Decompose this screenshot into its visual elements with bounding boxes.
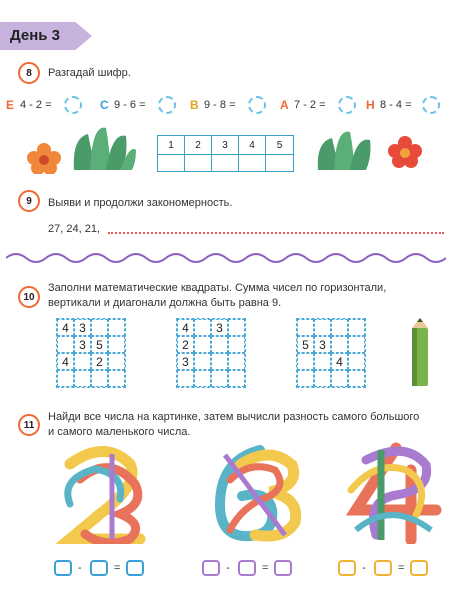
magic-cell[interactable] — [228, 353, 245, 370]
magic-cell[interactable] — [194, 353, 211, 370]
bush-icon — [314, 128, 382, 170]
magic-cell[interactable] — [331, 370, 348, 387]
code-table-answers — [157, 153, 294, 172]
equals-sign: = — [114, 562, 121, 574]
magic-cell[interactable] — [194, 319, 211, 336]
magic-cell[interactable] — [228, 370, 245, 387]
magic-cell[interactable]: 3 — [74, 319, 91, 336]
difference-answer-2 — [202, 560, 302, 580]
wavy-divider — [6, 250, 446, 266]
magic-cell[interactable] — [74, 353, 91, 370]
tangled-numbers-picture-2 — [200, 440, 310, 544]
answer-box[interactable] — [374, 560, 392, 576]
magic-cell[interactable]: 4 — [57, 319, 74, 336]
magic-cell[interactable]: 3 — [211, 319, 228, 336]
magic-cell[interactable] — [108, 370, 125, 387]
minus-sign: - — [362, 562, 366, 574]
magic-cell[interactable] — [57, 336, 74, 353]
magic-cell[interactable] — [91, 370, 108, 387]
code-number: 4 — [239, 136, 266, 154]
task-11-title-line2: и самого маленького числа. — [48, 426, 191, 438]
code-answer-cell[interactable] — [266, 153, 293, 171]
task-11-title-line1: Найди все числа на картинке, затем вычисли разность самого большого — [48, 411, 420, 423]
answer-box[interactable] — [274, 560, 292, 576]
cipher-expr-4: 7 - 2 = — [294, 99, 326, 111]
magic-cell[interactable]: 2 — [91, 353, 108, 370]
magic-cell[interactable] — [331, 319, 348, 336]
magic-cell[interactable] — [211, 353, 228, 370]
magic-square-1 — [56, 318, 126, 388]
cipher-letter-4: А — [280, 98, 289, 112]
magic-cell[interactable] — [297, 370, 314, 387]
code-number: 2 — [185, 136, 212, 154]
cipher-answer-2[interactable] — [158, 96, 176, 114]
cipher-answer-1[interactable] — [64, 96, 82, 114]
difference-answer-1 — [54, 560, 154, 580]
code-answer-cell[interactable] — [239, 153, 266, 171]
magic-cell[interactable]: 3 — [314, 336, 331, 353]
task-10-badge: 10 — [18, 286, 40, 308]
sequence-text: 27, 24, 21, — [48, 223, 100, 235]
magic-cell[interactable] — [348, 319, 365, 336]
code-answer-cell[interactable] — [212, 153, 239, 171]
cipher-answer-5[interactable] — [422, 96, 440, 114]
cipher-letter-1: Е — [6, 98, 15, 112]
magic-cell[interactable] — [331, 336, 348, 353]
magic-cell[interactable]: 3 — [177, 353, 194, 370]
magic-cell[interactable]: 5 — [297, 336, 314, 353]
magic-cell[interactable] — [228, 336, 245, 353]
answer-box[interactable] — [338, 560, 356, 576]
cipher-letter-3: В — [190, 98, 199, 112]
cipher-row — [6, 95, 446, 117]
task-11-badge: 11 — [18, 414, 40, 436]
day-title: День 3 — [10, 27, 61, 44]
magic-cell[interactable] — [228, 319, 245, 336]
task-9-badge: 9 — [18, 190, 40, 212]
answer-box[interactable] — [202, 560, 220, 576]
magic-cell[interactable] — [348, 353, 365, 370]
magic-cell[interactable] — [314, 370, 331, 387]
code-answer-cell[interactable] — [185, 153, 212, 171]
tangled-numbers-picture-3 — [336, 440, 446, 544]
cipher-letter-5: Н — [366, 98, 375, 112]
cipher-answer-3[interactable] — [248, 96, 266, 114]
magic-cell[interactable]: 2 — [177, 336, 194, 353]
magic-cell[interactable] — [194, 336, 211, 353]
task-9-title: Выяви и продолжи закономерность. — [48, 197, 233, 209]
answer-box[interactable] — [54, 560, 72, 576]
pencil-icon — [406, 318, 434, 388]
code-number: 1 — [158, 136, 185, 154]
answer-box[interactable] — [90, 560, 108, 576]
difference-answer-3 — [338, 560, 438, 580]
cipher-expr-3: 9 - 8 = — [204, 99, 236, 111]
magic-cell[interactable] — [348, 336, 365, 353]
answer-box[interactable] — [410, 560, 428, 576]
flower-icon — [386, 134, 424, 170]
code-table-header — [157, 135, 294, 155]
magic-cell[interactable]: 4 — [331, 353, 348, 370]
answer-box[interactable] — [126, 560, 144, 576]
magic-cell[interactable] — [314, 353, 331, 370]
magic-cell[interactable] — [297, 319, 314, 336]
equals-sign: = — [262, 562, 269, 574]
cipher-expr-5: 8 - 4 = — [380, 99, 412, 111]
equals-sign: = — [398, 562, 405, 574]
magic-cell[interactable] — [211, 336, 228, 353]
magic-cell[interactable] — [108, 353, 125, 370]
magic-cell[interactable] — [108, 319, 125, 336]
magic-cell[interactable]: 4 — [177, 319, 194, 336]
code-number: 3 — [212, 136, 239, 154]
task-8-badge: 8 — [18, 62, 40, 84]
minus-sign: - — [226, 562, 230, 574]
magic-cell[interactable] — [348, 370, 365, 387]
sequence-answer-line[interactable] — [108, 232, 444, 234]
magic-cell[interactable] — [108, 336, 125, 353]
cipher-expr-1: 4 - 2 = — [20, 99, 52, 111]
cipher-letter-2: С — [100, 98, 109, 112]
code-number: 5 — [276, 139, 283, 151]
magic-cell[interactable] — [177, 370, 194, 387]
magic-cell[interactable]: 3 — [74, 336, 91, 353]
task-8-title: Разгадай шифр. — [48, 67, 131, 79]
code-answer-cell[interactable] — [158, 153, 185, 171]
minus-sign: - — [78, 562, 82, 574]
magic-cell[interactable] — [74, 370, 91, 387]
cipher-expr-2: 9 - 6 = — [114, 99, 146, 111]
magic-cell[interactable] — [297, 353, 314, 370]
bush-icon — [70, 124, 138, 170]
cipher-answer-4[interactable] — [338, 96, 356, 114]
magic-cell[interactable] — [314, 319, 331, 336]
magic-cell[interactable]: 4 — [57, 353, 74, 370]
magic-cell[interactable] — [91, 319, 108, 336]
magic-cell[interactable] — [194, 370, 211, 387]
task-10-title-line1: Заполни математические квадраты. Сумма чисел по горизонтали, — [48, 282, 387, 294]
magic-square-3 — [296, 318, 366, 388]
magic-square-2 — [176, 318, 246, 388]
answer-box[interactable] — [238, 560, 256, 576]
magic-cell[interactable] — [57, 370, 74, 387]
task-10-title-line2: вертикали и диагонали должна быть равна 9. — [48, 297, 282, 309]
magic-cell[interactable] — [211, 370, 228, 387]
tangled-numbers-picture-1 — [50, 444, 160, 544]
flower-icon — [24, 140, 64, 174]
magic-cell[interactable]: 5 — [91, 336, 108, 353]
